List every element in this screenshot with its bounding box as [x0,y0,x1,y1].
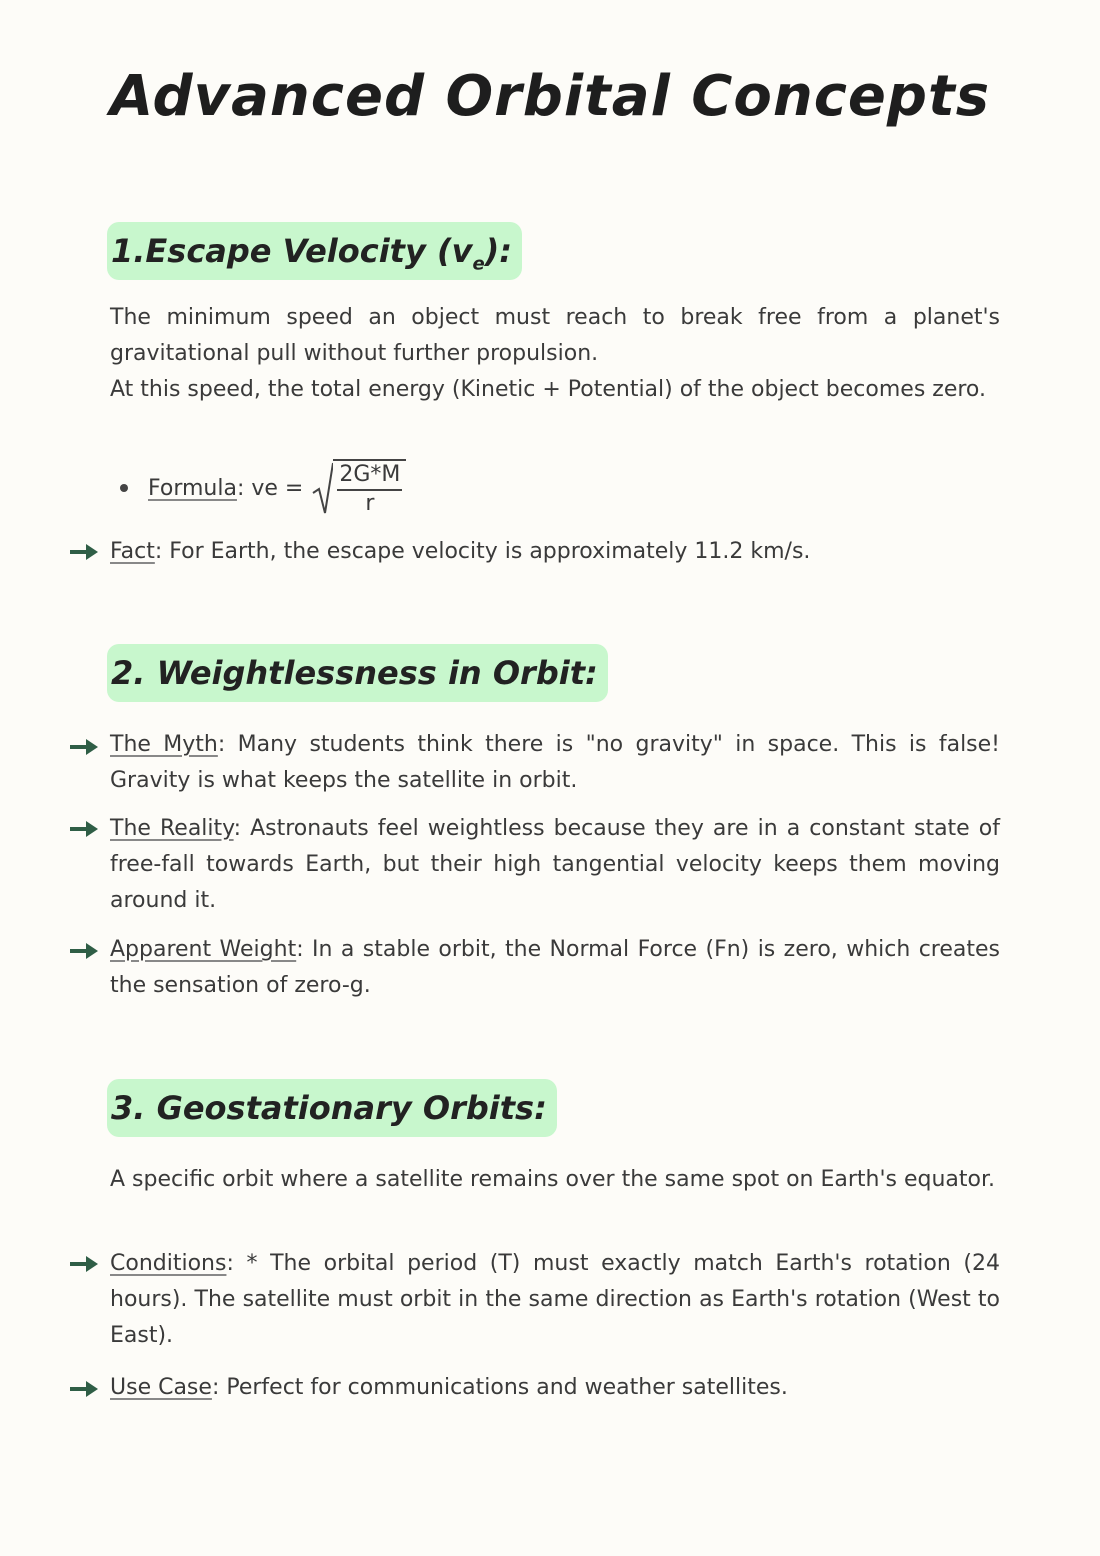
use-case-point: Use Case: Perfect for communications and weather satellites. [110,1375,788,1400]
section-1-intro: The minimum speed an object must reach to break free from a planet's gravitational pull without further propulsion. At this speed, the total energy (Kinetic + Potential) of the object becomes zero. [110,305,1000,402]
arrow-icon [70,542,102,562]
arrow-icon [70,819,102,839]
arrow-icon [70,737,102,757]
arrow-icon [70,941,102,961]
fact-point: Fact: For Earth, the escape velocity is approximately 11.2 km/s. [110,539,811,564]
section-3-intro: A specific orbit where a satellite remains over the same spot on Earth's equator. [110,1167,995,1192]
conditions-point: Conditions: * The orbital period (T) must exactly match Earth's rotation (24 hours). The satellite must orbit in the same direction as Earth's rotation (West to East). [110,1251,1000,1348]
page-title: Advanced Orbital Concepts [109,64,991,129]
bullet-icon [120,484,128,492]
myth-point: The Myth: Many students think there is "no gravity" in space. This is false! Gravity is what keeps the satellite in orbit. [110,732,1000,793]
section-2-heading: 2. Weightlessness in Orbit: [107,644,608,702]
sqrt-icon [311,461,333,515]
reality-point: The Reality: Astronauts feel weightless because they are in a constant state of free-fall towards Earth, but their high tangential velocity keeps them moving around it. [110,816,1001,913]
square-root: $\frac{2G*M}{r}$ [311,459,406,517]
arrow-icon [70,1379,102,1399]
formula-row: Formula : ve = $\frac{2G*M}{r}$ [120,458,406,518]
arrow-icon [70,1254,102,1274]
apparent-weight-point: Apparent Weight: In a stable orbit, the Normal Force (Fn) is zero, which creates the sensation of zero-g. [110,937,1001,998]
section-3-heading: 3. Geostationary Orbits: [107,1079,557,1137]
section-1-heading: 1.Escape Velocity $(v_e)$: [107,222,522,280]
